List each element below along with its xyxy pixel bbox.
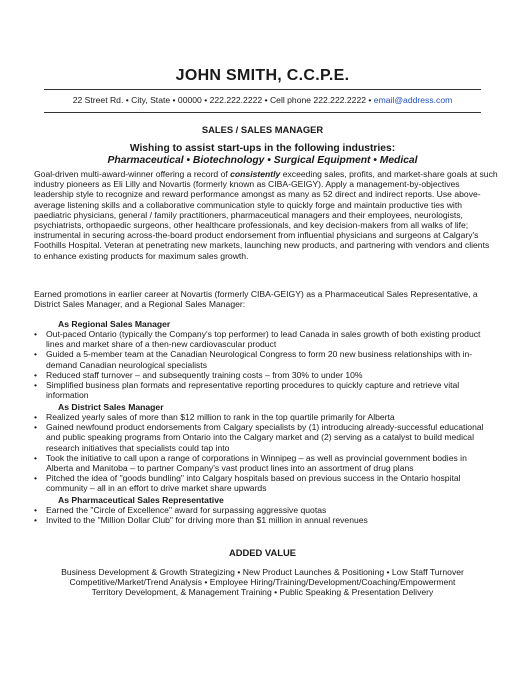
added-value-line: Competitive/Market/Trend Analysis • Employee Hiring/Training/Development/Coaching/Empowerment [69, 577, 456, 588]
contact-line [0, 95, 525, 105]
list-item: • Guided a 5-member team at the Canadian Neurological Congress to form 20 new business relationships with in-demand Canadian neurological specialists [34, 349, 494, 369]
email-link[interactable]: email@address.com [373, 95, 453, 105]
candidate-name: JOHN SMITH, C.C.P.E. [175, 67, 350, 84]
list-item: • Out-paced Ontario (typically the Company's top performer) to lead Canada in sales growth of both existing product lines and market share of a then-new cardiovascular product [34, 329, 494, 349]
role-title-regional: As Regional Sales Manager [58, 319, 171, 329]
summary-paragraph [34, 169, 498, 261]
objective-industries: Pharmaceutical • Biotechnology • Surgical Equipment • Medical [107, 155, 418, 166]
added-value-line: Territory Development, & Management Training • Public Speaking & Presentation Delivery [91, 587, 434, 598]
summary-emphasis: consistently [230, 169, 281, 179]
list-item: • Took the initiative to call upon a range of corporations in Winnipeg – as well as provincial government bodies in Alberta and Manitoba – to partner Company's vast product lines into an assortment of drug plans [34, 453, 494, 473]
header-rule-top [44, 89, 481, 90]
list-item: • Simplified business plan formats and representative reporting procedures to quickly capture and retrieve vital information [34, 380, 494, 400]
added-value-block [0, 567, 525, 598]
list-item: • Invited to the "Million Dollar Club" for driving more than $1 million in annual revenues [34, 515, 494, 525]
header-rule-bottom [44, 112, 481, 113]
regional-bullets [34, 329, 494, 400]
contact-details: 22 Street Rd. • City, State • 00000 • 222.222.2222 • Cell phone 222.222.2222 • [72, 95, 374, 105]
added-value-line: Business Development & Growth Strategizing • New Product Launches & Positioning • Low Staff Turnover [61, 567, 464, 577]
list-item: • Reduced staff turnover – and subsequently training costs – from 30% to under 10% [34, 370, 494, 380]
objective-headline-block [0, 143, 525, 167]
role-title-representative: As Pharmaceutical Sales Representative [58, 495, 224, 505]
list-item: • Earned the "Circle of Excellence" award for surpassing aggressive quotas [34, 505, 494, 515]
summary-lead: Goal-driven multi-award-winner offering a record of [34, 169, 231, 179]
summary-rest: exceeding sales, profits, and market-share goals at such industry pioneers as Eli Lilly and Novartis (formerly known as CIBA-GEIGY). Apply a management-by-objectives leadership style to recognize and reward performance amongst as many as 52 direct and indirect reports. Use above-average listening skills and a collaborative communication style to quickly forge and maintain productive ties with paediatric physicians, general / family practitioners, pharmaceutical managers and their employees, neurologists, psychiatrists, orthopaedic surgeons, other healthcare professionals, and key decision-makers from all walks of life; instrumental in securing across-the-board product endorsement from influential physicians and surgeons at Calgary's Foothills Hospital. Veteran at penetrating new markets, launching new products, and partnering with vendors and clients to enhance existing products for maximum sales growth. [34, 169, 498, 261]
promotions-paragraph: Earned promotions in earlier career at Novartis (formerly CIBA-GEIGY) as a Pharmaceutical Sales Representative, a District Sales Manager, and a Regional Sales Manager: [34, 289, 478, 310]
objective-title: SALES / SALES MANAGER [201, 124, 324, 135]
role-title-district: As District Sales Manager [58, 402, 164, 412]
representative-bullets [34, 505, 494, 525]
list-item: • Pitched the idea of "goods bundling" into Calgary hospitals based on previous success in the Ontario hospital community – all in an effort to drive market share upwards [34, 473, 494, 493]
list-item: • Realized yearly sales of more than $12 million to rank in the top quartile primarily for Alberta [34, 412, 494, 422]
objective-headline: Wishing to assist start-ups in the following industries: [129, 143, 396, 154]
list-item: • Gained newfound product endorsements from Calgary specialists by (1) introducing already-successful educational and public speaking programs from Ontario into the Calgary market and (2) serving as a catalyst to build medical research initiatives that specialists could tap into [34, 422, 494, 453]
district-bullets [34, 412, 494, 494]
added-value-title: ADDED VALUE [228, 547, 296, 558]
